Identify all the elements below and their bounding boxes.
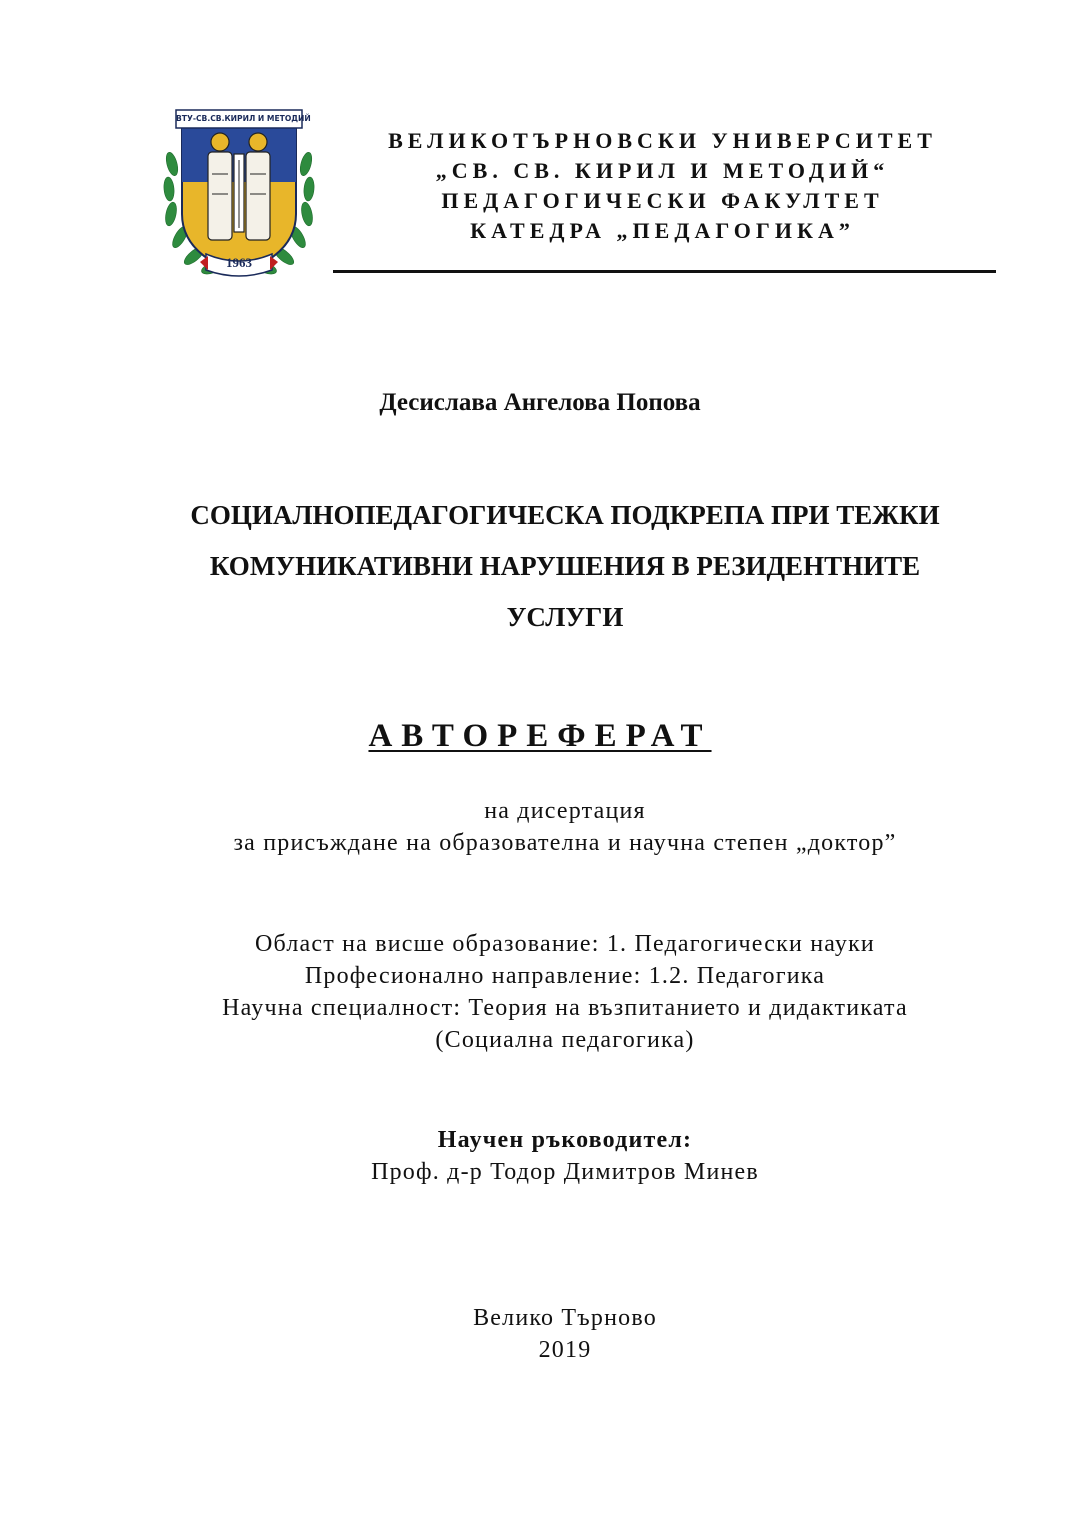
department-name: КАТЕДРА „ПЕДАГОГИКА” bbox=[470, 218, 855, 243]
field-line: Професионално направление: 1.2. Педагогика bbox=[304, 963, 826, 989]
supervisor-heading: Научен ръководител: bbox=[437, 1127, 693, 1153]
purpose-line: за присъждане на образователна и научна степен „доктор” bbox=[233, 830, 897, 856]
place: Велико Търново bbox=[473, 1305, 657, 1331]
author-name: Десислава Ангелова Попова bbox=[379, 389, 701, 416]
field-line: Научна специалност: Теория на възпитанието и дидактиката bbox=[222, 995, 908, 1021]
university-name: ВЕЛИКОТЪРНОВСКИ УНИВЕРСИТЕТ bbox=[388, 128, 937, 153]
seal-year-text: 1963 bbox=[226, 255, 252, 270]
year: 2019 bbox=[538, 1337, 592, 1363]
field-line: (Социална педагогика) bbox=[435, 1027, 695, 1053]
document-purpose bbox=[0, 795, 1080, 859]
university-seal-icon bbox=[160, 104, 318, 282]
dissertation-title bbox=[100, 490, 1030, 643]
supervisor-name: Проф. д-р Тодор Димитров Минев bbox=[371, 1159, 759, 1185]
academic-fields bbox=[0, 928, 1080, 1056]
title-line: СОЦИАЛНОПЕДАГОГИЧЕСКА ПОДКРЕПА ПРИ ТЕЖКИ bbox=[190, 500, 940, 530]
purpose-line: на дисертация bbox=[484, 798, 646, 824]
faculty-name: ПЕДАГОГИЧЕСКИ ФАКУЛТЕТ bbox=[441, 188, 884, 213]
supervisor bbox=[0, 1124, 1080, 1188]
seal-banner-text: ВТУ-СВ.СВ.КИРИЛ И МЕТОДИЙ bbox=[176, 114, 311, 123]
title-line: УСЛУГИ bbox=[506, 602, 624, 632]
title-line: КОМУНИКАТИВНИ НАРУШЕНИЯ В РЕЗИДЕНТНИТЕ bbox=[209, 551, 921, 581]
university-patron: „СВ. СВ. КИРИЛ И МЕТОДИЙ“ bbox=[435, 158, 890, 183]
header-divider bbox=[333, 270, 996, 273]
place-and-year bbox=[0, 1302, 1080, 1366]
document-type: АВТОРЕФЕРАТ bbox=[368, 718, 712, 754]
institution-header bbox=[330, 126, 995, 246]
field-line: Област на висше образование: 1. Педагогически науки bbox=[255, 931, 875, 957]
